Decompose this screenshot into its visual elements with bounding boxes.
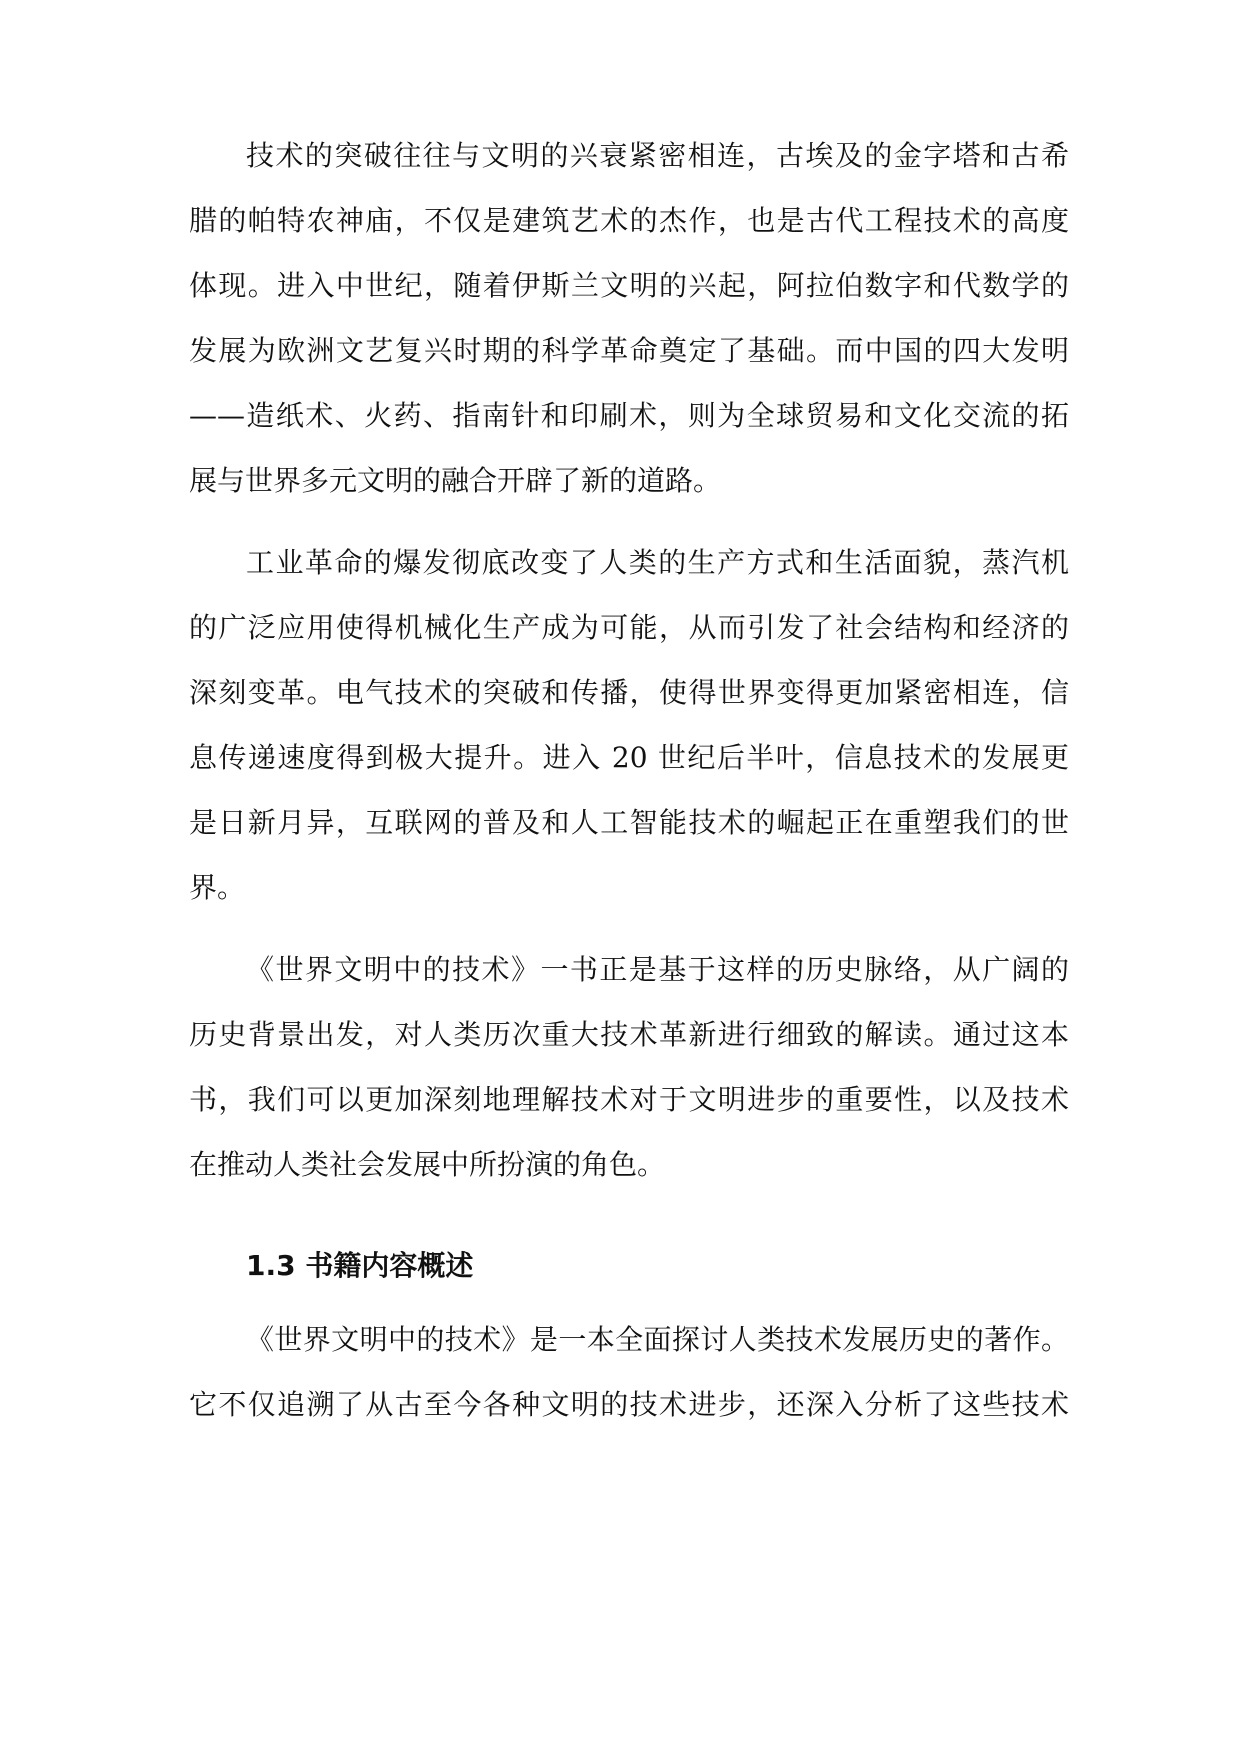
paragraph-3-line-1: 《世界文明中的技术》一书正是基于这样的历史脉络，从广阔的 <box>246 953 1069 986</box>
paragraph-2-line-6: 界。 <box>189 871 246 904</box>
paragraph-2-line-2: 的广泛应用使得机械化生产成为可能，从而引发了社会结构和经济的 <box>189 611 1069 644</box>
paragraph-1-line-6: 展与世界多元文明的融合开辟了新的道路。 <box>189 464 722 497</box>
paragraph-1-line-3: 体现。进入中世纪，随着伊斯兰文明的兴起，阿拉伯数字和代数学的 <box>189 269 1069 302</box>
paragraph-3-line-2: 历史背景出发，对人类历次重大技术革新进行细致的解读。通过这本 <box>189 1018 1069 1051</box>
paragraph-2-line-4: 息传递速度得到极大提升。进入 20 世纪后半叶，信息技术的发展更 <box>189 741 1069 774</box>
paragraph-1-line-5: ——造纸术、火药、指南针和印刷术，则为全球贸易和文化交流的拓 <box>189 399 1069 432</box>
paragraph-3-line-4: 在推动人类社会发展中所扮演的角色。 <box>189 1148 666 1181</box>
paragraph-1-line-2: 腊的帕特农神庙，不仅是建筑艺术的杰作，也是古代工程技术的高度 <box>189 204 1069 237</box>
paragraph-2-line-5: 是日新月异，互联网的普及和人工智能技术的崛起正在重塑我们的世 <box>189 806 1069 839</box>
section-heading: 1.3 书籍内容概述 <box>246 1249 474 1282</box>
paragraph-2-line-1: 工业革命的爆发彻底改变了人类的生产方式和生活面貌，蒸汽机 <box>246 546 1069 579</box>
paragraph-3-line-3: 书，我们可以更加深刻地理解技术对于文明进步的重要性，以及技术 <box>189 1083 1069 1116</box>
paragraph-1-line-1: 技术的突破往往与文明的兴衰紧密相连，古埃及的金字塔和古希 <box>246 139 1069 172</box>
section-paragraph-line-1: 《世界文明中的技术》是一本全面探讨人类技术发展历史的著作。 <box>246 1323 1069 1356</box>
paragraph-2-line-3: 深刻变革。电气技术的突破和传播，使得世界变得更加紧密相连，信 <box>189 676 1069 709</box>
section-paragraph-line-2: 它不仅追溯了从古至今各种文明的技术进步，还深入分析了这些技术 <box>189 1388 1069 1421</box>
paragraph-1-line-4: 发展为欧洲文艺复兴时期的科学革命奠定了基础。而中国的四大发明 <box>189 334 1069 367</box>
